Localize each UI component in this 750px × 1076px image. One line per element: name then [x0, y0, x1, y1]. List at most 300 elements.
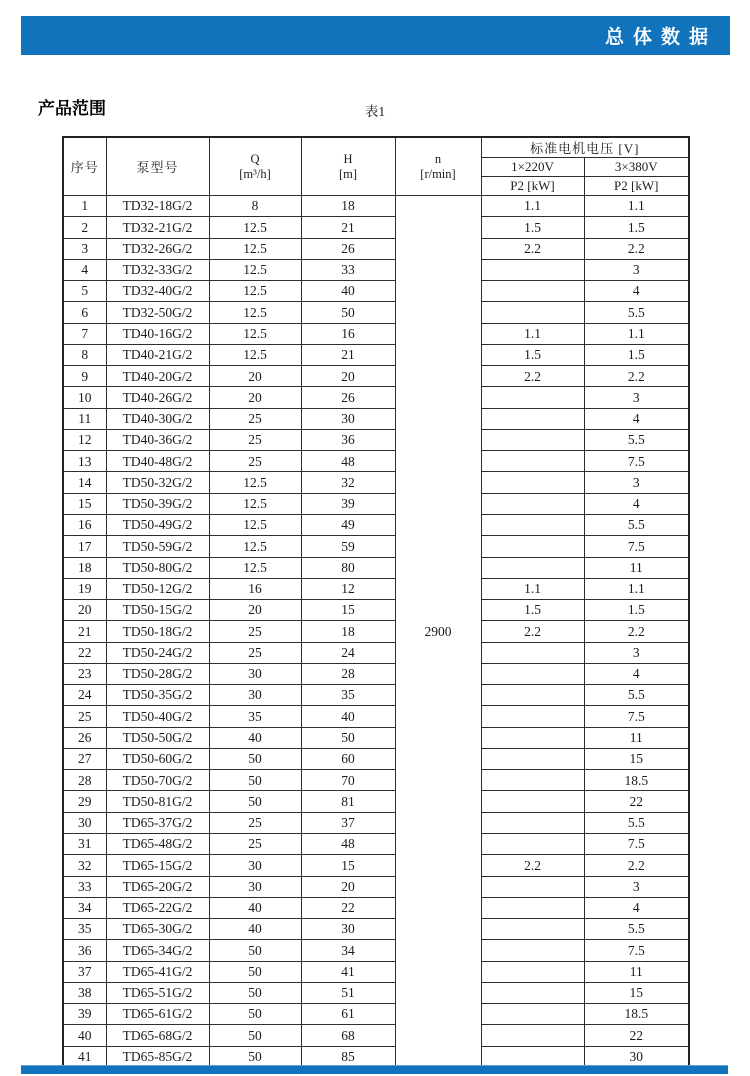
cell-head: 68: [301, 1025, 395, 1046]
cell-p2-380: 5.5: [584, 919, 689, 940]
cell-head: 48: [301, 451, 395, 472]
cell-p2-220: 1.5: [481, 600, 584, 621]
cell-p2-220: [481, 727, 584, 748]
cell-seq: 2: [63, 217, 106, 238]
cell-p2-220: [481, 536, 584, 557]
cell-p2-220: 2.2: [481, 366, 584, 387]
cell-flow: 12.5: [209, 514, 301, 535]
table-row: [63, 387, 689, 408]
cell-head: 22: [301, 897, 395, 918]
header-flow-unit: [m³/h]: [239, 166, 271, 181]
cell-p2-380: 5.5: [584, 685, 689, 706]
cell-p2-220: [481, 557, 584, 578]
cell-p2-380: 1.5: [584, 344, 689, 365]
cell-model: TD65-48G/2: [106, 833, 209, 854]
table-row: [63, 770, 689, 791]
cell-flow: 25: [209, 812, 301, 833]
cell-p2-380: 1.1: [584, 323, 689, 344]
cell-p2-380: 11: [584, 727, 689, 748]
cell-seq: 7: [63, 323, 106, 344]
cell-seq: 21: [63, 621, 106, 642]
cell-flow: 50: [209, 1025, 301, 1046]
cell-model: TD50-50G/2: [106, 727, 209, 748]
table-row: [63, 514, 689, 535]
table-row: [63, 259, 689, 280]
cell-head: 33: [301, 259, 395, 280]
table-row: [63, 876, 689, 897]
cell-head: 50: [301, 302, 395, 323]
footer-bar: [21, 1065, 728, 1074]
cell-seq: 39: [63, 1004, 106, 1025]
cell-seq: 41: [63, 1046, 106, 1068]
cell-p2-220: [481, 961, 584, 982]
cell-model: TD65-85G/2: [106, 1046, 209, 1068]
header-speed: [395, 137, 481, 196]
cell-p2-380: 15: [584, 982, 689, 1003]
cell-flow: 12.5: [209, 217, 301, 238]
table-row: [63, 833, 689, 854]
cell-head: 18: [301, 196, 395, 217]
cell-model: TD65-68G/2: [106, 1025, 209, 1046]
cell-head: 60: [301, 748, 395, 769]
table-row: [63, 621, 689, 642]
product-spec-table: [62, 136, 690, 1069]
cell-head: 48: [301, 833, 395, 854]
cell-seq: 27: [63, 748, 106, 769]
cell-model: TD65-34G/2: [106, 940, 209, 961]
cell-model: TD65-20G/2: [106, 876, 209, 897]
cell-flow: 30: [209, 663, 301, 684]
cell-head: 24: [301, 642, 395, 663]
cell-flow: 25: [209, 642, 301, 663]
cell-head: 61: [301, 1004, 395, 1025]
cell-p2-220: 1.1: [481, 323, 584, 344]
cell-head: 18: [301, 621, 395, 642]
cell-p2-380: 3: [584, 387, 689, 408]
cell-head: 30: [301, 408, 395, 429]
cell-p2-220: [481, 429, 584, 450]
cell-p2-220: [481, 281, 584, 302]
cell-model: TD50-12G/2: [106, 578, 209, 599]
cell-flow: 35: [209, 706, 301, 727]
cell-seq: 12: [63, 429, 106, 450]
cell-flow: 50: [209, 940, 301, 961]
table-row: [63, 791, 689, 812]
cell-model: TD40-36G/2: [106, 429, 209, 450]
cell-head: 70: [301, 770, 395, 791]
cell-p2-380: 18.5: [584, 770, 689, 791]
header-flow-symbol: Q: [250, 152, 260, 167]
cell-flow: 25: [209, 451, 301, 472]
table-row: [63, 642, 689, 663]
cell-seq: 18: [63, 557, 106, 578]
cell-model: TD32-50G/2: [106, 302, 209, 323]
table-row: [63, 366, 689, 387]
cell-model: TD50-24G/2: [106, 642, 209, 663]
cell-p2-380: 4: [584, 493, 689, 514]
table-row: [63, 217, 689, 238]
cell-head: 34: [301, 940, 395, 961]
cell-seq: 33: [63, 876, 106, 897]
header-head-unit: [m]: [338, 166, 358, 181]
cell-seq: 34: [63, 897, 106, 918]
table-caption: 表1: [364, 104, 386, 119]
cell-p2-220: [481, 514, 584, 535]
cell-flow: 50: [209, 1004, 301, 1025]
cell-seq: 29: [63, 791, 106, 812]
cell-p2-380: 1.1: [584, 196, 689, 217]
table-header: [63, 137, 689, 196]
cell-seq: 5: [63, 281, 106, 302]
cell-head: 32: [301, 472, 395, 493]
cell-p2-380: 18.5: [584, 1004, 689, 1025]
cell-p2-220: [481, 919, 584, 940]
header-voltage-380: 3×380V: [584, 158, 689, 177]
cell-head: 51: [301, 982, 395, 1003]
cell-flow: 20: [209, 387, 301, 408]
cell-p2-380: 4: [584, 281, 689, 302]
cell-p2-380: 11: [584, 557, 689, 578]
table-row: [63, 1004, 689, 1025]
header-speed-unit: [r/min]: [420, 166, 456, 181]
cell-seq: 28: [63, 770, 106, 791]
cell-head: 35: [301, 685, 395, 706]
cell-flow: 25: [209, 408, 301, 429]
header-head-symbol: H: [343, 152, 353, 167]
cell-p2-220: [481, 982, 584, 1003]
cell-flow: 50: [209, 961, 301, 982]
cell-flow: 30: [209, 876, 301, 897]
table-row: [63, 982, 689, 1003]
cell-model: TD50-35G/2: [106, 685, 209, 706]
cell-p2-220: 1.5: [481, 217, 584, 238]
cell-p2-220: [481, 897, 584, 918]
cell-p2-220: [481, 387, 584, 408]
cell-seq: 11: [63, 408, 106, 429]
cell-p2-380: 5.5: [584, 514, 689, 535]
cell-model: TD50-49G/2: [106, 514, 209, 535]
header-flow: [209, 137, 301, 196]
cell-seq: 40: [63, 1025, 106, 1046]
cell-flow: 20: [209, 366, 301, 387]
table-row: [63, 600, 689, 621]
cell-model: TD32-21G/2: [106, 217, 209, 238]
table-row: [63, 196, 689, 217]
table-row: [63, 685, 689, 706]
cell-p2-380: 4: [584, 408, 689, 429]
cell-head: 20: [301, 876, 395, 897]
cell-flow: 12.5: [209, 472, 301, 493]
cell-model: TD40-30G/2: [106, 408, 209, 429]
table-row: [63, 1025, 689, 1046]
cell-head: 28: [301, 663, 395, 684]
cell-flow: 12.5: [209, 302, 301, 323]
cell-p2-380: 2.2: [584, 238, 689, 259]
cell-flow: 8: [209, 196, 301, 217]
table-row: [63, 323, 689, 344]
cell-p2-380: 1.5: [584, 600, 689, 621]
cell-seq: 19: [63, 578, 106, 599]
cell-head: 26: [301, 238, 395, 259]
cell-p2-220: [481, 493, 584, 514]
cell-p2-380: 22: [584, 1025, 689, 1046]
cell-flow: 12.5: [209, 238, 301, 259]
cell-model: TD65-22G/2: [106, 897, 209, 918]
table-row: [63, 238, 689, 259]
cell-p2-220: [481, 706, 584, 727]
cell-p2-380: 7.5: [584, 940, 689, 961]
cell-p2-380: 1.1: [584, 578, 689, 599]
cell-p2-380: 11: [584, 961, 689, 982]
cell-model: TD32-26G/2: [106, 238, 209, 259]
table-row: [63, 557, 689, 578]
cell-p2-220: 1.1: [481, 578, 584, 599]
cell-seq: 17: [63, 536, 106, 557]
cell-seq: 22: [63, 642, 106, 663]
table-body: [63, 196, 689, 1068]
table-row: [63, 344, 689, 365]
cell-flow: 12.5: [209, 557, 301, 578]
cell-p2-380: 3: [584, 876, 689, 897]
section-title: 产品范围: [38, 99, 106, 118]
cell-p2-380: 1.5: [584, 217, 689, 238]
cell-p2-220: [481, 259, 584, 280]
cell-model: TD50-18G/2: [106, 621, 209, 642]
cell-seq: 25: [63, 706, 106, 727]
cell-model: TD65-37G/2: [106, 812, 209, 833]
cell-seq: 10: [63, 387, 106, 408]
cell-p2-220: [481, 642, 584, 663]
table-row: [63, 578, 689, 599]
cell-flow: 12.5: [209, 536, 301, 557]
cell-flow: 12.5: [209, 281, 301, 302]
table-row: [63, 451, 689, 472]
cell-p2-380: 3: [584, 472, 689, 493]
cell-flow: 12.5: [209, 344, 301, 365]
cell-model: TD50-15G/2: [106, 600, 209, 621]
cell-head: 41: [301, 961, 395, 982]
cell-p2-380: 7.5: [584, 706, 689, 727]
cell-p2-220: [481, 770, 584, 791]
header-model: 泵型号: [106, 137, 209, 196]
cell-seq: 16: [63, 514, 106, 535]
cell-head: 49: [301, 514, 395, 535]
cell-p2-380: 2.2: [584, 366, 689, 387]
cell-head: 16: [301, 323, 395, 344]
cell-head: 40: [301, 281, 395, 302]
table-row: [63, 727, 689, 748]
cell-seq: 31: [63, 833, 106, 854]
cell-model: TD65-61G/2: [106, 1004, 209, 1025]
cell-speed-merged: 2900: [395, 196, 481, 1068]
cell-seq: 8: [63, 344, 106, 365]
table-row: [63, 281, 689, 302]
header-speed-symbol: n: [434, 152, 442, 167]
cell-p2-220: [481, 812, 584, 833]
cell-head: 20: [301, 366, 395, 387]
cell-p2-220: 2.2: [481, 855, 584, 876]
cell-flow: 12.5: [209, 493, 301, 514]
header-p2-220: P2 [kW]: [481, 177, 584, 196]
cell-model: TD50-70G/2: [106, 770, 209, 791]
cell-seq: 23: [63, 663, 106, 684]
cell-p2-220: [481, 833, 584, 854]
cell-flow: 25: [209, 429, 301, 450]
cell-p2-220: [481, 1004, 584, 1025]
cell-seq: 20: [63, 600, 106, 621]
cell-p2-220: [481, 408, 584, 429]
cell-p2-380: 7.5: [584, 536, 689, 557]
cell-model: TD40-48G/2: [106, 451, 209, 472]
cell-flow: 25: [209, 833, 301, 854]
cell-p2-380: 5.5: [584, 812, 689, 833]
cell-head: 21: [301, 344, 395, 365]
cell-model: TD50-32G/2: [106, 472, 209, 493]
cell-model: TD32-33G/2: [106, 259, 209, 280]
cell-p2-220: [481, 302, 584, 323]
cell-p2-380: 7.5: [584, 833, 689, 854]
cell-flow: 40: [209, 919, 301, 940]
cell-p2-220: [481, 1025, 584, 1046]
cell-p2-220: [481, 940, 584, 961]
table-row: [63, 855, 689, 876]
cell-seq: 14: [63, 472, 106, 493]
cell-p2-220: [481, 472, 584, 493]
cell-p2-380: 2.2: [584, 621, 689, 642]
cell-flow: 30: [209, 685, 301, 706]
cell-p2-380: 3: [584, 642, 689, 663]
table-row: [63, 429, 689, 450]
cell-seq: 4: [63, 259, 106, 280]
table-row: [63, 812, 689, 833]
cell-model: TD40-21G/2: [106, 344, 209, 365]
cell-head: 21: [301, 217, 395, 238]
table-row: [63, 748, 689, 769]
cell-flow: 50: [209, 770, 301, 791]
cell-flow: 16: [209, 578, 301, 599]
cell-seq: 24: [63, 685, 106, 706]
header-banner: [21, 16, 730, 55]
table-row: [63, 663, 689, 684]
cell-seq: 32: [63, 855, 106, 876]
cell-model: TD40-20G/2: [106, 366, 209, 387]
cell-model: TD65-30G/2: [106, 919, 209, 940]
table-row: [63, 536, 689, 557]
cell-flow: 50: [209, 982, 301, 1003]
cell-model: TD50-80G/2: [106, 557, 209, 578]
cell-p2-220: 1.1: [481, 196, 584, 217]
cell-p2-380: 2.2: [584, 855, 689, 876]
cell-p2-380: 5.5: [584, 302, 689, 323]
table-row: [63, 472, 689, 493]
table-row: [63, 302, 689, 323]
cell-p2-220: [481, 748, 584, 769]
header-voltage-220: 1×220V: [481, 158, 584, 177]
cell-head: 50: [301, 727, 395, 748]
cell-flow: 12.5: [209, 259, 301, 280]
table-row: [63, 961, 689, 982]
page-header-title: 总体数据: [604, 27, 717, 48]
cell-head: 15: [301, 600, 395, 621]
cell-p2-380: 3: [584, 259, 689, 280]
cell-model: TD50-40G/2: [106, 706, 209, 727]
cell-model: TD50-39G/2: [106, 493, 209, 514]
cell-model: TD50-81G/2: [106, 791, 209, 812]
cell-head: 12: [301, 578, 395, 599]
cell-model: TD40-16G/2: [106, 323, 209, 344]
cell-flow: 40: [209, 897, 301, 918]
cell-p2-380: 4: [584, 897, 689, 918]
cell-head: 59: [301, 536, 395, 557]
cell-seq: 3: [63, 238, 106, 259]
header-seq: 序号: [63, 137, 106, 196]
cell-p2-220: [481, 791, 584, 812]
cell-model: TD40-26G/2: [106, 387, 209, 408]
cell-model: TD32-40G/2: [106, 281, 209, 302]
cell-seq: 36: [63, 940, 106, 961]
cell-head: 85: [301, 1046, 395, 1068]
table-row: [63, 919, 689, 940]
cell-flow: 40: [209, 727, 301, 748]
cell-p2-380: 5.5: [584, 429, 689, 450]
cell-p2-220: [481, 876, 584, 897]
cell-p2-380: 30: [584, 1046, 689, 1068]
table-row: [63, 493, 689, 514]
table-row: [63, 408, 689, 429]
cell-p2-220: [481, 685, 584, 706]
cell-model: TD65-51G/2: [106, 982, 209, 1003]
cell-p2-220: 2.2: [481, 621, 584, 642]
cell-p2-220: 1.5: [481, 344, 584, 365]
cell-p2-380: 4: [584, 663, 689, 684]
cell-head: 36: [301, 429, 395, 450]
cell-p2-380: 15: [584, 748, 689, 769]
cell-seq: 13: [63, 451, 106, 472]
cell-flow: 50: [209, 791, 301, 812]
cell-model: TD50-59G/2: [106, 536, 209, 557]
header-p2-380: P2 [kW]: [584, 177, 689, 196]
cell-flow: 50: [209, 748, 301, 769]
cell-seq: 9: [63, 366, 106, 387]
cell-seq: 26: [63, 727, 106, 748]
cell-head: 30: [301, 919, 395, 940]
cell-seq: 37: [63, 961, 106, 982]
header-head: [301, 137, 395, 196]
table-row: [63, 940, 689, 961]
cell-p2-220: [481, 663, 584, 684]
cell-flow: 50: [209, 1046, 301, 1068]
cell-model: TD32-18G/2: [106, 196, 209, 217]
cell-seq: 15: [63, 493, 106, 514]
cell-flow: 20: [209, 600, 301, 621]
cell-model: TD50-60G/2: [106, 748, 209, 769]
table-row: [63, 706, 689, 727]
cell-head: 39: [301, 493, 395, 514]
cell-model: TD65-15G/2: [106, 855, 209, 876]
cell-head: 26: [301, 387, 395, 408]
cell-head: 40: [301, 706, 395, 727]
cell-head: 80: [301, 557, 395, 578]
cell-model: TD50-28G/2: [106, 663, 209, 684]
header-voltage-group: 标准电机电压 [V]: [481, 137, 689, 158]
cell-seq: 38: [63, 982, 106, 1003]
cell-flow: 25: [209, 621, 301, 642]
cell-p2-380: 7.5: [584, 451, 689, 472]
cell-head: 15: [301, 855, 395, 876]
table-row: [63, 897, 689, 918]
cell-seq: 30: [63, 812, 106, 833]
cell-seq: 35: [63, 919, 106, 940]
